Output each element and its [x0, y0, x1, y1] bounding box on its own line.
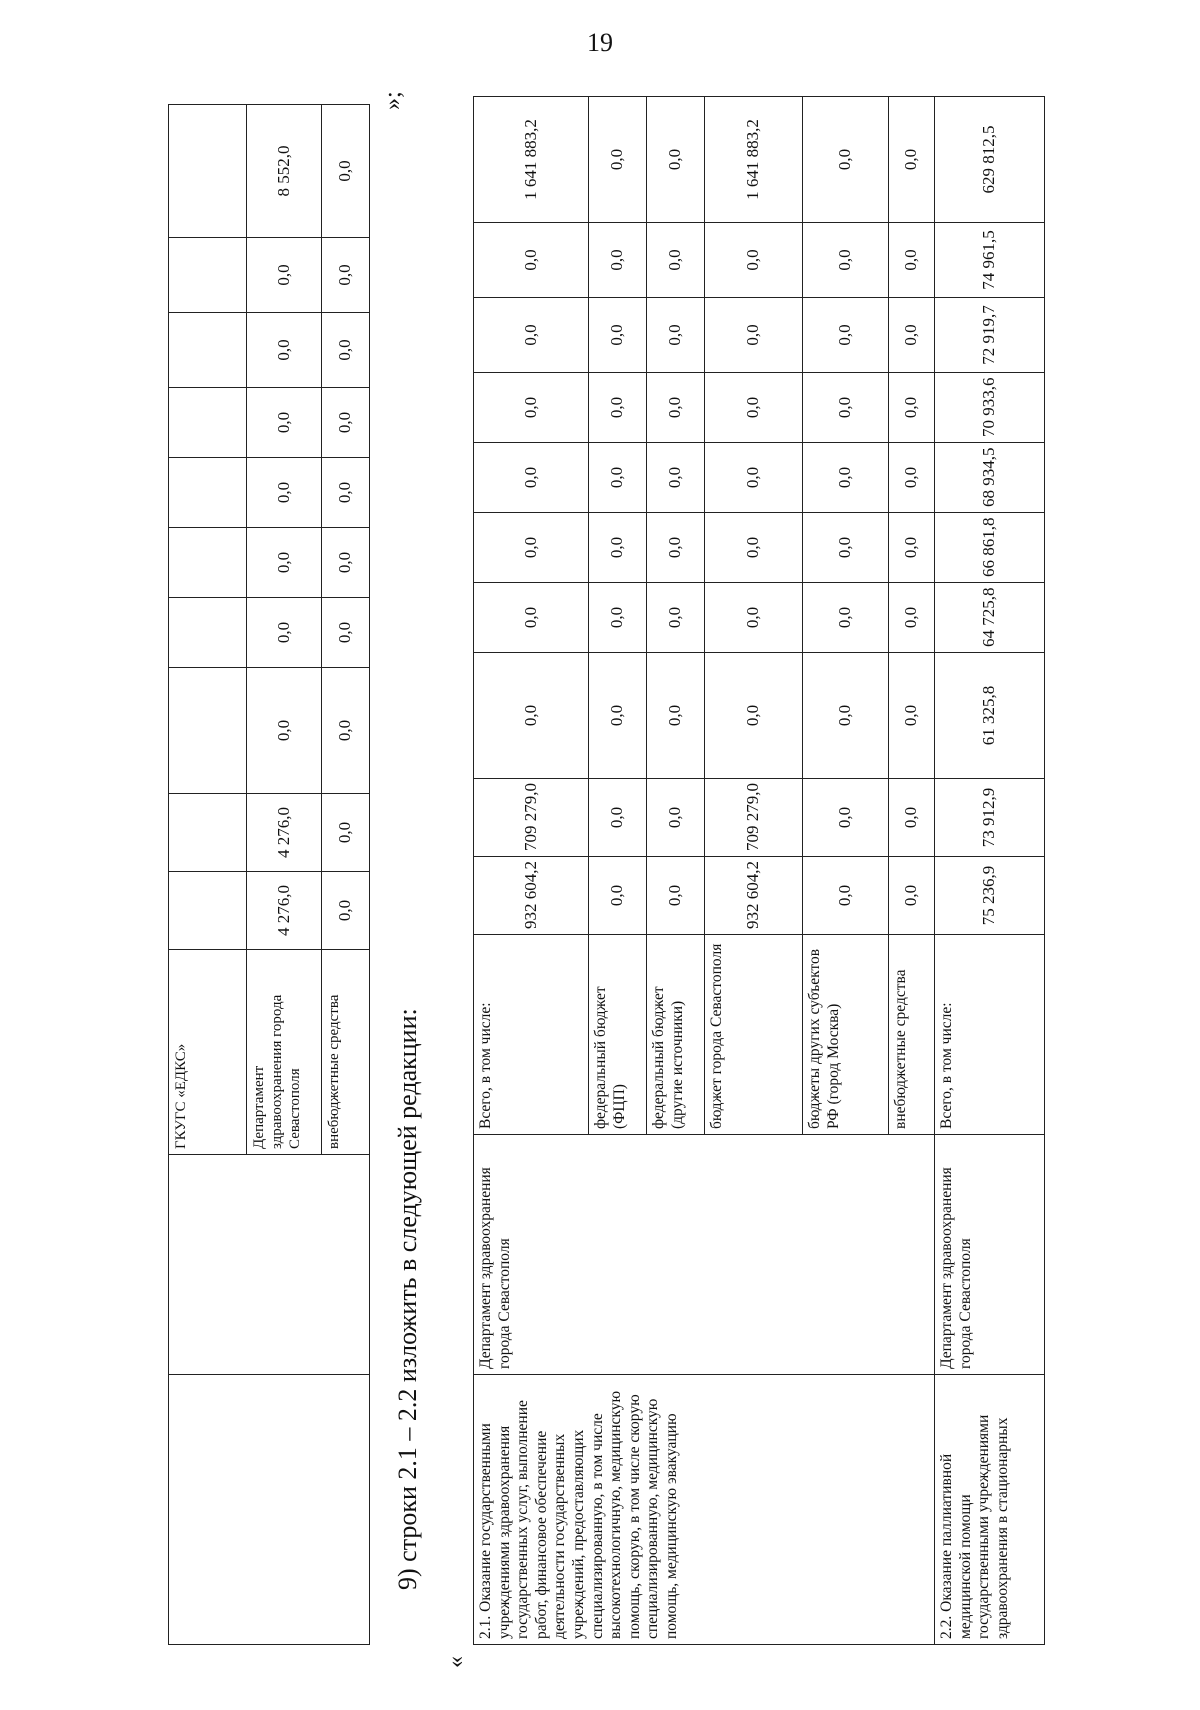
main-table	[473, 96, 1045, 1645]
source-label: Всего, в том числе:	[474, 935, 589, 1135]
value-cell: 73 912,9	[935, 779, 1045, 857]
value-cell: 0,0	[247, 458, 322, 528]
value-cell: 932 604,2	[705, 857, 803, 935]
section-heading: 9) строки 2.1 – 2.2 изложить в следующей редакции:	[393, 1008, 422, 1590]
value-cell: 0,0	[322, 313, 370, 388]
value-cell: 1 641 883,2	[705, 97, 803, 223]
value-cell: 709 279,0	[474, 779, 589, 857]
value-cell: 0,0	[803, 653, 889, 779]
value-cell: 0,0	[322, 872, 370, 950]
value-cell: 0,0	[474, 653, 589, 779]
value-cell: 0,0	[889, 97, 935, 223]
value-cell: 0,0	[647, 443, 705, 513]
value-cell: 0,0	[589, 373, 647, 443]
value-cell: 0,0	[647, 373, 705, 443]
value-cell: 0,0	[803, 779, 889, 857]
top-name-cell	[169, 1375, 370, 1645]
value-cell: 0,0	[803, 298, 889, 373]
value-cell: 8 552,0	[247, 105, 322, 238]
top-org-label: ГКУГС «ЕДКС»	[169, 950, 247, 1155]
value-cell: 709 279,0	[705, 779, 803, 857]
source-label: федеральный бюджет (другие источники)	[647, 935, 705, 1135]
value-cell: 0,0	[705, 373, 803, 443]
value-cell: 0,0	[889, 443, 935, 513]
value-cell: 0,0	[247, 668, 322, 794]
value-cell: 0,0	[247, 313, 322, 388]
value-cell: 70 933,6	[935, 373, 1045, 443]
value-cell: 0,0	[589, 653, 647, 779]
top-table	[168, 104, 370, 1645]
value-cell: 0,0	[889, 223, 935, 298]
source-label: бюджеты других субъектов РФ (город Москва)	[803, 935, 889, 1135]
value-cell: 0,0	[889, 298, 935, 373]
executor: Департамент здравоохранения города Севастополя	[474, 1135, 935, 1375]
table-row	[935, 97, 1045, 1645]
value-cell: 0,0	[322, 238, 370, 313]
source-label: бюджет города Севастополя	[705, 935, 803, 1135]
value-cell: 0,0	[247, 598, 322, 668]
value-cell: 0,0	[322, 105, 370, 238]
value-cell: 4 276,0	[247, 794, 322, 872]
value-cell: 1 641 883,2	[474, 97, 589, 223]
value-cell: 629 812,5	[935, 97, 1045, 223]
value-cell: 0,0	[589, 513, 647, 583]
value-cell: 0,0	[647, 653, 705, 779]
value-cell: 0,0	[474, 298, 589, 373]
source-label: федеральный бюджет (ФЦП)	[589, 935, 647, 1135]
value-cell: 0,0	[589, 779, 647, 857]
value-cell: 0,0	[247, 238, 322, 313]
value-cell: 0,0	[803, 857, 889, 935]
executor: Департамент здравоохранения города Севастополя	[935, 1135, 1045, 1375]
value-cell: 932 604,2	[474, 857, 589, 935]
value-cell: 0,0	[474, 223, 589, 298]
value-cell: 0,0	[889, 513, 935, 583]
value-cell: 0,0	[647, 513, 705, 583]
value-cell: 0,0	[589, 298, 647, 373]
source-label: Департамент здравоохранения города Севастополя	[247, 950, 322, 1155]
opening-quote: «	[443, 1656, 469, 1668]
value-cell: 0,0	[647, 298, 705, 373]
value-cell: 0,0	[803, 443, 889, 513]
value-cell: 0,0	[589, 97, 647, 223]
value-cell: 72 919,7	[935, 298, 1045, 373]
top-executor-cell	[169, 1155, 370, 1375]
value-cell: 0,0	[589, 443, 647, 513]
value-cell: 0,0	[647, 779, 705, 857]
value-cell: 0,0	[247, 528, 322, 598]
value-cell: 0,0	[322, 458, 370, 528]
value-cell: 0,0	[589, 857, 647, 935]
value-cell: 0,0	[322, 528, 370, 598]
value-cell: 0,0	[647, 583, 705, 653]
value-cell: 0,0	[322, 794, 370, 872]
value-cell: 0,0	[322, 598, 370, 668]
value-cell: 75 236,9	[935, 857, 1045, 935]
value-cell: 0,0	[889, 857, 935, 935]
value-cell: 0,0	[589, 223, 647, 298]
landscape-content	[48, 40, 1200, 1690]
value-cell: 0,0	[474, 583, 589, 653]
value-cell: 0,0	[474, 373, 589, 443]
source-label: внебюджетные средства	[322, 950, 370, 1155]
value-cell: 4 276,0	[247, 872, 322, 950]
value-cell: 0,0	[803, 97, 889, 223]
value-cell: 0,0	[247, 388, 322, 458]
source-label: Всего, в том числе:	[935, 935, 1045, 1135]
source-label: внебюджетные средства	[889, 935, 935, 1135]
value-cell: 0,0	[474, 513, 589, 583]
program-item-name: 2.1. Оказание государственными учреждениями здравоохранения государственных услуг, выполнение работ, финансовое обеспечение деятельности государственных учреждений, предоставляющих специализированную, в том числе высокотехнологичную, медицинскую помощь, скорую, в том числе скорую специализированную, медицинскую помощь, медицинскую эвакуацию	[474, 1375, 935, 1645]
closing-quote: »;	[380, 91, 406, 110]
value-cell: 0,0	[705, 223, 803, 298]
value-cell: 0,0	[647, 857, 705, 935]
value-cell: 0,0	[889, 583, 935, 653]
value-cell: 64 725,8	[935, 583, 1045, 653]
value-cell: 0,0	[322, 388, 370, 458]
value-cell: 0,0	[322, 668, 370, 794]
value-cell: 0,0	[705, 443, 803, 513]
value-cell: 68 934,5	[935, 443, 1045, 513]
value-cell: 0,0	[889, 779, 935, 857]
program-item-name: 2.2. Оказание паллиативной медицинской помощи государственными учреждениями здравоохранения в стационарных	[935, 1375, 1045, 1645]
value-cell: 74 961,5	[935, 223, 1045, 298]
value-cell: 0,0	[705, 298, 803, 373]
value-cell: 0,0	[889, 653, 935, 779]
value-cell: 0,0	[803, 223, 889, 298]
value-cell: 0,0	[589, 583, 647, 653]
value-cell: 0,0	[705, 513, 803, 583]
value-cell: 0,0	[647, 97, 705, 223]
value-cell: 0,0	[803, 583, 889, 653]
value-cell: 61 325,8	[935, 653, 1045, 779]
page-number: 19	[587, 28, 613, 57]
value-cell: 0,0	[705, 653, 803, 779]
value-cell: 0,0	[803, 373, 889, 443]
value-cell: 0,0	[889, 373, 935, 443]
value-cell: 66 861,8	[935, 513, 1045, 583]
value-cell: 0,0	[647, 223, 705, 298]
value-cell: 0,0	[474, 443, 589, 513]
table-row	[474, 97, 589, 1645]
value-cell: 0,0	[705, 583, 803, 653]
value-cell: 0,0	[803, 513, 889, 583]
